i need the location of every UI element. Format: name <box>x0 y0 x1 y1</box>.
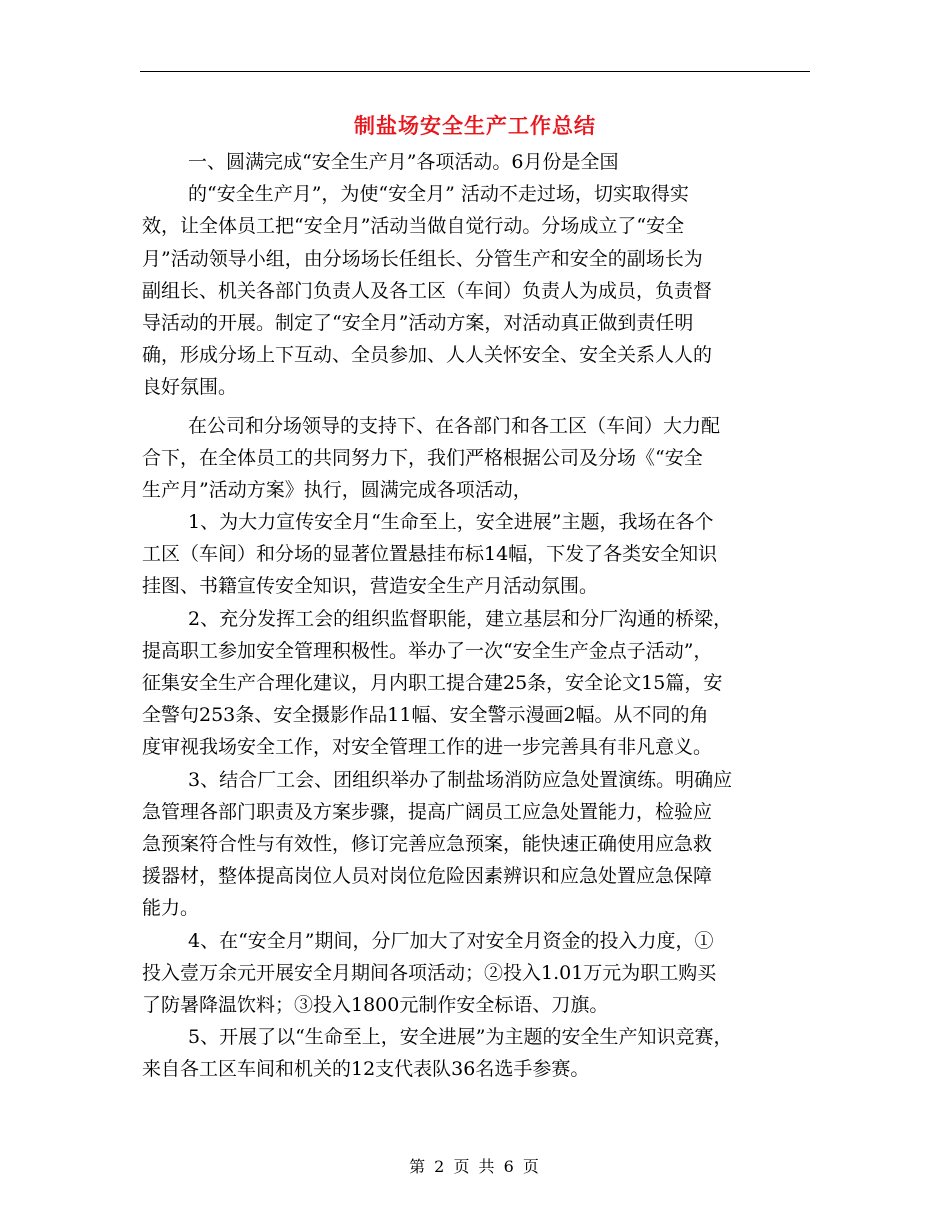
text-line: 副组长、机关各部门负责人及各工区（车间）负责人为成员，负责督 <box>142 279 713 302</box>
text-line: 4、在“安全月”期间，分厂加大了对安全月资金的投入力度，① <box>188 929 714 952</box>
text-line: 的“安全生产月”，为使“安全月” 活动不走过场，切实取得实 <box>188 183 689 206</box>
text-line: 全警句253条、安全摄影作品11幅、安全警示漫画2幅。从不同的角 <box>142 704 709 727</box>
text-line: 援器材，整体提高岗位人员对岗位危险因素辨识和应急处置应急保障 <box>142 865 713 888</box>
text-line: 2、充分发挥工会的组织监督职能，建立基层和分厂沟通的桥梁， <box>188 607 733 630</box>
text-line: 急预案符合性与有效性，修订完善应急预案，能快速正确使用应急救 <box>142 832 713 855</box>
text-line: 提高职工参加安全管理积极性。举办了一次“安全生产金点子活动”， <box>142 639 713 662</box>
text-line: 来自各工区车间和机关的12支代表队36名选手参赛。 <box>142 1058 590 1081</box>
document-body <box>142 146 812 1085</box>
text-line: 一、圆满完成“安全生产月”各项活动。6月份是全国 <box>188 151 619 173</box>
header-rule <box>140 71 810 72</box>
text-line: 征集安全生产合理化建议，月内职工提合建25条，安全论文15篇，安 <box>142 672 723 694</box>
text-line: 合下，在全体员工的共同努力下，我们严格根据公司及分场《“安全 <box>142 446 703 469</box>
text-line: 了防暑降温饮料；③投入1800元制作安全标语、刀旗。 <box>142 993 609 1016</box>
text-line: 挂图、书籍宣传安全知识，营造安全生产月活动氛围。 <box>142 575 599 598</box>
text-line: 急管理各部门职责及方案步骤，提高广阔员工应急处置能力，检验应 <box>142 800 713 823</box>
page-footer: 第 2 页 共 6 页 <box>409 1157 541 1176</box>
text-line: 投入壹万余元开展安全月期间各项活动；②投入1.01万元为职工购买 <box>142 961 717 984</box>
text-line: 工区（车间）和分场的显著位置悬挂布标14幅，下发了各类安全知识 <box>142 543 718 566</box>
text-line: 良好氛围。 <box>142 376 238 399</box>
text-line: 5、开展了以“生命至上，安全进展”为主题的安全生产知识竞赛， <box>188 1026 733 1049</box>
text-line: 度审视我场安全工作，对安全管理工作的进一步完善具有非凡意义。 <box>142 736 713 759</box>
text-line: 1、为大力宣传安全月“生命至上，安全进展”主题，我场在各个 <box>188 511 714 534</box>
text-line: 生产月”活动方案》执行，圆满完成各项活动， <box>142 478 532 501</box>
text-line: 效，让全体员工把“安全月”活动当做自觉行动。分场成立了“安全 <box>142 215 685 238</box>
text-line: 确，形成分场上下互动、全员参加、人人关怀安全、安全关系人人的 <box>142 344 713 367</box>
text-line: 能力。 <box>142 897 200 920</box>
document-title: 制盐场安全生产工作总结 <box>354 114 596 138</box>
text-line: 在公司和分场领导的支持下、在各部门和各工区（车间）大力配 <box>188 414 721 437</box>
text-line: 导活动的开展。制定了“安全月”活动方案，对活动真正做到责任明 <box>142 311 694 334</box>
text-line: 月”活动领导小组，由分场场长任组长、分管生产和安全的副场长为 <box>142 247 703 270</box>
text-line: 3、结合厂工会、团组织举办了制盐场消防应急处置演练。明确应 <box>188 768 733 791</box>
